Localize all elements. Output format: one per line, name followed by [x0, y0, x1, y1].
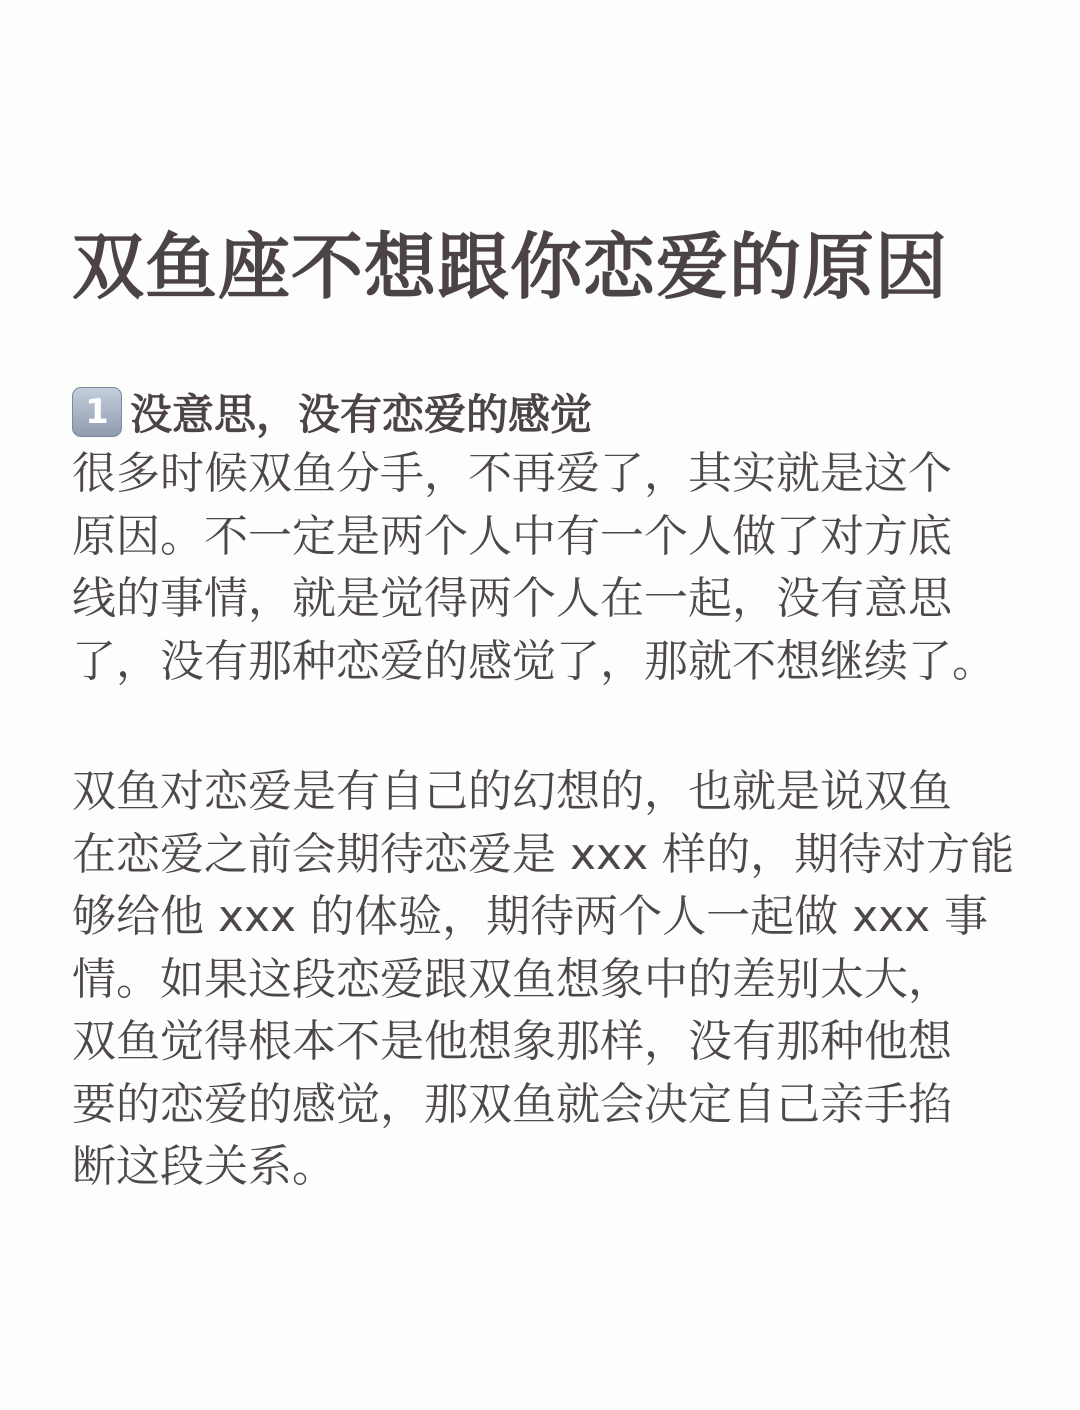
- paragraph-line: 线的事情，就是觉得两个人在一起，没有意思: [72, 573, 952, 624]
- paragraph-line: 了，没有那种恋爱的感觉了，那就不想继续了。: [72, 635, 996, 687]
- paragraph-line: 情。如果这段恋爱跟双鱼想象中的差别太大，: [72, 953, 952, 1005]
- paragraph-line: 在恋爱之前会期待恋爱是 xxx 样的，期待对方能: [72, 828, 1015, 880]
- section-heading-text: 没意思，没有恋爱的感觉: [130, 390, 593, 439]
- paragraph-line: 要的恋爱的感觉，那双鱼就会决定自己亲手掐: [72, 1078, 952, 1130]
- paragraph-2: [72, 761, 1014, 1199]
- paragraph-line: 双鱼对恋爱是有自己的幻想的，也就是说双鱼: [72, 766, 952, 817]
- paragraph-1: [72, 443, 996, 693]
- paragraph-line: 原因。不一定是两个人中有一个人做了对方底: [72, 510, 952, 562]
- paragraph-line: 够给他 xxx 的体验，期待两个人一起做 xxx 事: [72, 891, 989, 942]
- keycap-digit-one-icon: 1: [72, 387, 122, 437]
- paragraph-line: 断这段关系。: [72, 1141, 336, 1192]
- section-heading-1: [72, 382, 592, 442]
- paragraph-line: 很多时候双鱼分手，不再爱了，其实就是这个: [72, 448, 952, 499]
- page-title: 双鱼座不想跟你恋爱的原因: [72, 225, 949, 309]
- paragraph-line: 双鱼觉得根本不是他想象那样，没有那种他想: [72, 1016, 952, 1067]
